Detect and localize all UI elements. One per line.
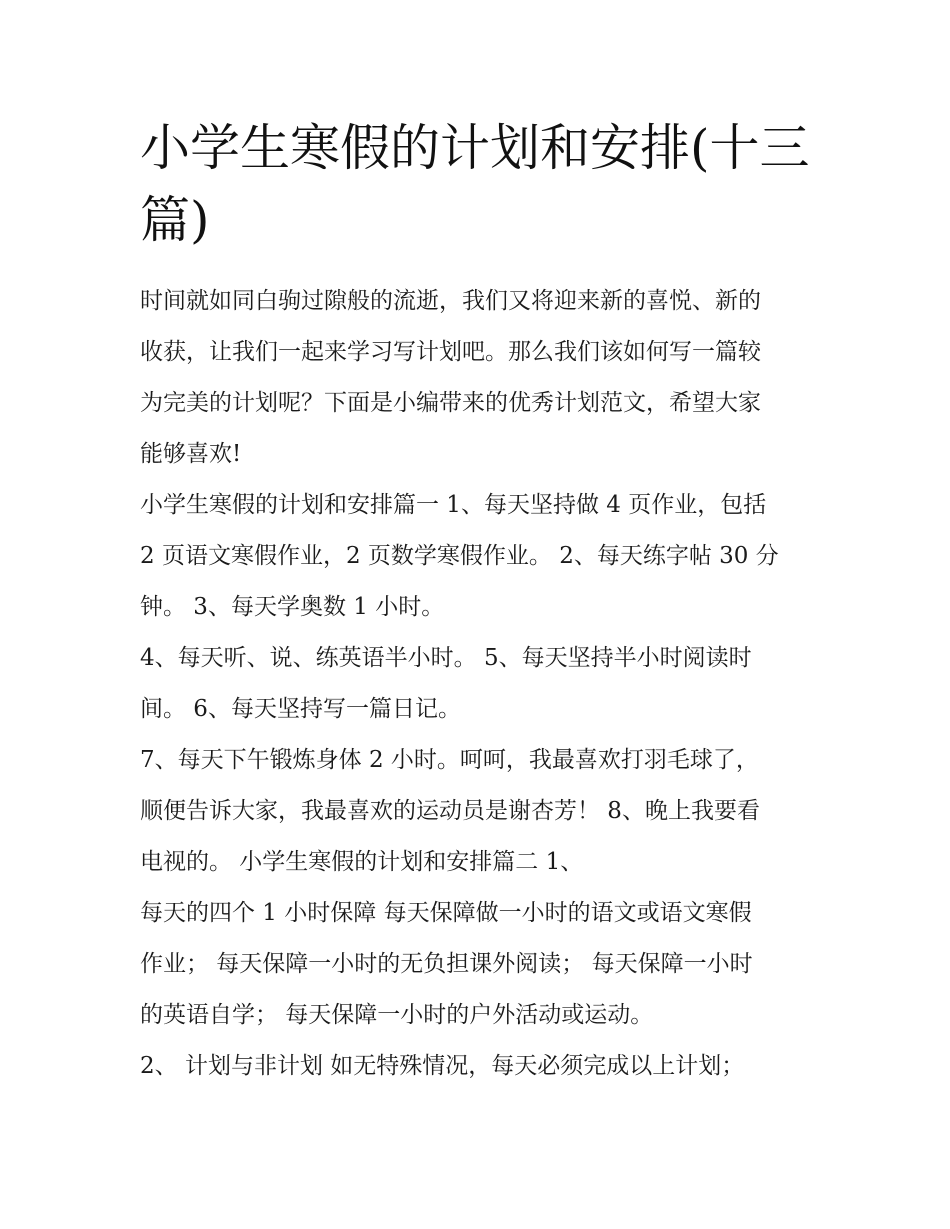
- document-body: [140, 276, 820, 1092]
- paragraph-intro: 时间就如同白驹过隙般的流逝，我们又将迎来新的喜悦、新的 收获，让我们一起来学习写计划吧。那么我们该如何写一篇较 为完美的计划呢？下面是小编带来的优秀计划范文，希望大家 能够喜欢!: [140, 288, 761, 467]
- document-title: 小学生寒假的计划和安排(十三 篇): [140, 119, 810, 249]
- paragraph-plan-one: 小学生寒假的计划和安排篇一 1、每天坚持做 4 页作业，包括 2 页语文寒假作业，2 页数学寒假作业。 2、每天练字帖 30 分 钟。 3、每天学奥数 1 小时。: [140, 492, 779, 620]
- paragraph-plan-nonplan: 2、 计划与非计划 如无特殊情况，每天必须完成以上计划；: [140, 1053, 745, 1079]
- paragraph-items-4-6: 4、每天听、说、练英语半小时。 5、每天坚持半小时阅读时 间。 6、每天坚持写一篇日记。: [140, 645, 752, 722]
- paragraph-four-hours: 每天的四个 1 小时保障 每天保障做一小时的语文或语文寒假 作业； 每天保障一小时的无负担课外阅读； 每天保障一小时 的英语自学； 每天保障一小时的户外活动或运动。: [140, 900, 753, 1028]
- paragraph-items-7-8: 7、每天下午锻炼身体 2 小时。呵呵，我最喜欢打羽毛球了， 顺便告诉大家，我最喜欢的运动员是谢杏芳！ 8、晚上我要看 电视的。 小学生寒假的计划和安排篇二 1、: [140, 747, 760, 875]
